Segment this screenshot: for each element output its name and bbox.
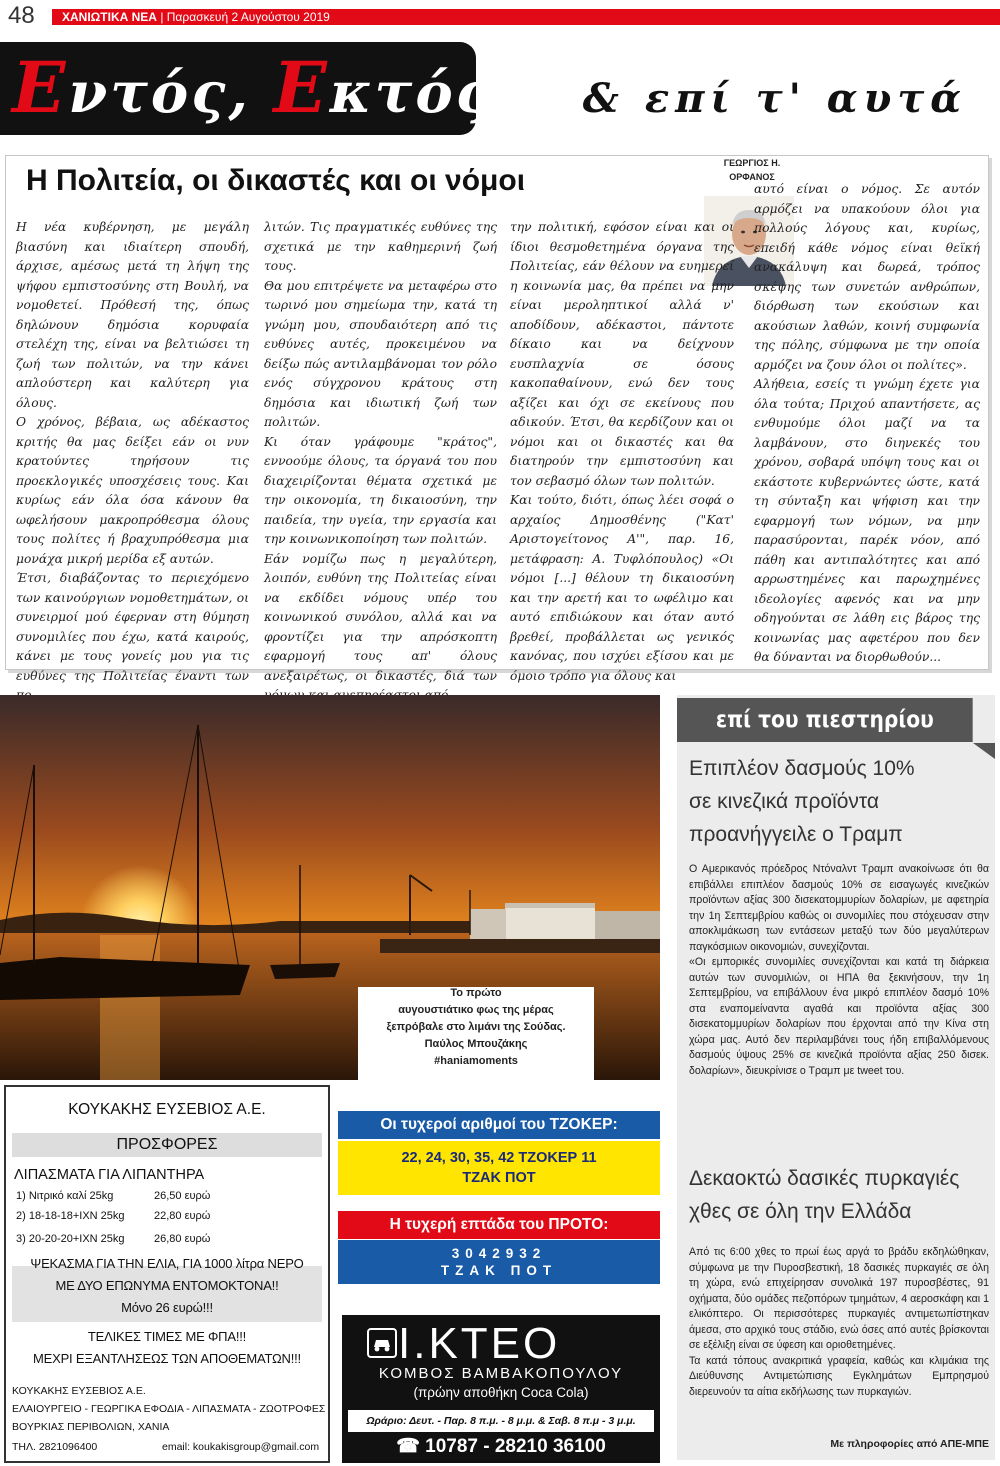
ad-phone: ΤΗΛ. 2821096400 [12,1441,98,1453]
ad-spray-line: ΨΕΚΑΣΜΑ ΓΙΑ ΤΗΝ ΕΛΙΑ, ΓΙΑ 1000 λίτρα ΝΕΡΟ [30,1256,304,1271]
banner-second-word: κτός... [329,60,561,126]
article-paragraph: λιτών. Τις πραγματικές ευθύνες της σχετικά με την καθημερινή ζωή τους. [264,220,497,273]
koukakis-advertisement [4,1085,330,1463]
proto-results [338,1240,660,1284]
ad-email: email: koukakisgroup@gmail.com [162,1441,320,1453]
story2-title-line: Δεκαοκτώ δασικές πυρκαγιές [689,1167,960,1190]
banner-first-letter: Ε [12,46,69,129]
ad-fertilizer-title: ΛΙΠΑΣΜΑΤΑ ΓΙΑ ΛΙΠΑΝΤΗΡΑ [14,1167,205,1183]
caption-line: αυγουστιάτικο φως της μέρας [398,1004,554,1016]
page-number: 48 [8,2,35,29]
page-header [0,0,1000,36]
banner-tail: & επί τ' αυτά [582,75,968,122]
caption-line: ξεπρόβαλε στο λιμάνι της Σούδας. [386,1021,566,1033]
joker-numbers: 22, 24, 30, 35, 42 ΤΖΟΚΕΡ 11 [401,1150,597,1166]
author-last-name: ΟΡΦΑΝΟΣ [729,172,775,182]
story1-title [689,752,915,851]
sidebar-header-fold [973,743,995,759]
publication-date: | Παρασκευή 2 Αυγούστου 2019 [160,10,330,24]
joker-title: Οι τυχεροί αριθμοί του ΤΖΟΚΕΡ: [338,1111,660,1139]
article-paragraph: Και τούτο, διότι, όπως λέει σοφά ο αρχαίος Δημοσθένης ("Κατ' Αριστογείτονος Α'", παρ. 16, μετάφραση: Α. Τυφλόπουλος) «Οι νόμοι [...] θέλουν τη δικαιοσύνη και την αρετή και το ωφέλιμο και αυτό επιδιώκουν και όταν αυτό βρεθεί, προβάλλεται ως γενικός κανόνας, που ισχύει εξίσου και με όμοιο τρόπο για όλους και [510,493,734,683]
author-first-name: ΓΕΩΡΓΙΟΣ Η. [723,158,781,168]
ad-address: ΒΟΥΡΚΙΑΣ ΠΕΡΙΒΟΛΙΩΝ, ΧΑΝΙΑ [12,1421,170,1433]
publication-line [62,9,330,25]
joker-results [338,1141,660,1195]
story1-title-line: Επιπλέον δασμούς 10% [689,757,915,780]
article-paragraph: Αλήθεια, εσείς τι γνώμη έχετε για όλα τούτα; Πριχού απαντήσετε, ας ενθυμούμε όλοι μαζί να τα λαμβάνουν, στο διηνεκές του χρόνου, σοβαρά υπόψη τους και οι εκάστοτε κυβερνώντες ώστε, κατά τη σύνταξη και ψήφιση και την εφαρμογή των νόμων, να μην παρασύρονται, παρέκ νόον, από πάθη και αντιπαλότητες και από αρρωστημένες και παρωχημένες ιδεολογίες αφενός και να μην οδηγούνται σε λάθη εις βάρος της κοινωνίας μας αφετέρου που δεν θα δύνανται να διορθωθούν... [754,377,980,664]
story2-paragraph: Από τις 6:00 χθες το πρωί έως αργά το βράδυ εκδηλώθηκαν, σύμφωνα με την Πυροσβεστική, 18 δασικές πυρκαγιές σε όλη τη χώρα, ενώ επιχείρησαν συνολικά 197 πυροσβέστες, 91 οχήματα, δύο ομάδες πεζοπόρων τμημάτων, 4 αεροσκάφη και 1 ελικόπτερο. Οι περισσότερες πυρκαγιές αντιμετωπίστηκαν άμεσα, στο αρχικό τους στάδιο, ενώ όσες από αυτές βρίσκονται σε εξέλιξη είναι σε ύφεση και οριοθετημένες. [689,1246,989,1351]
kteo-phone [342,1435,660,1458]
story1-title-line: προανήγγειλε ο Τραμπ [689,823,903,846]
ad-product-name: 2) 18-18-18+ΙΧΝ 25kg [16,1210,125,1222]
ad-company-name: ΚΟΥΚΑΚΗΣ ΕΥΣΕΒΙΟΣ Α.Ε. [12,1385,146,1397]
article-paragraph: Εάν νομίζω πως η μεγαλύτερη, λοιπόν, ευθύνη της Πολιτείας είναι να εκδίδει νόμους υπέρ του κοινωνικού συνόλου, αλλά και να φροντίζει για την απρόσκοπτη εφαρμογή τους απ' όλους ανεξαιρέτως, οι δικαστές, διά των [264,551,497,683]
banner-first-word: ντός, [68,60,251,126]
story2-title [689,1162,959,1228]
caption-line: #haniamoments [434,1055,518,1067]
phone-icon: ☎ [396,1436,426,1457]
article-paragraph: Η νέα κυβέρνηση, με μεγάλη βιασύνη και ιδιαίτερη σπουδή, άρχισε, αμέσως μετά τη λήψη της ψήφου εμπιστοσύνης στη Βουλή, να νομοθετεί. Πρόθεσή της, όπως δηλώνουν δημόσια κορυφαία στελέχη της, είναι να βελτιώσει τη ζωή των πολιτών, να την κάνει απλούστερη και καλύτερη για όλους. [16,220,249,410]
proto-jackpot: ΤΖΑΚ ΠΟΤ [440,1263,558,1278]
kteo-advertisement [342,1315,660,1463]
proto-numbers: 3042932 [451,1246,547,1261]
ad-stock-note: ΜΕΧΡΙ ΕΞΑΝΤΛΗΣΕΩΣ ΤΩΝ ΑΠΟΘΕΜΑΤΩΝ!!! [33,1351,301,1366]
ad-product-name: 3) 20-20-20+ΙΧΝ 25kg [16,1233,125,1245]
story2-paragraph: Τα κατά τόπους ανακριτικά γραφεία, καθώς και κλιμάκια της Διεύθυνσης Αντιμετώπισης Εγκλημάτων Εμπρησμού διερευνούν τα αίτια εκδήλωσης των πυρκαγιών. [689,1354,989,1398]
article-paragraph: Θα μου επιτρέψετε να μεταφέρω στο τωρινό μου σημείωμα την, κατά τη γνώμη μου, σπουδαιότερη από τις ευθύνες αυτές, προκειμένου να δείξω πώς αντιλαμβάνομαι τον ρόλο ενός σύγχρονου κράτους στη δημόσια και ιδιωτική ζωή των πολιτών. [264,278,497,429]
kteo-former-location: (πρώην αποθήκη Coca Cola) [413,1385,589,1400]
sidebar-header: επί του πιεστηρίου [677,698,973,742]
story2-credit: Με πληροφορίες από ΑΠΕ-ΜΠΕ [830,1438,989,1450]
article-column-3 [510,218,734,683]
story1-body [689,862,989,1079]
ad-final-prices: ΤΕΛΙΚΕΣ ΤΙΜΕΣ ΜΕ ΦΠΑ!!! [87,1329,247,1344]
publication-name: ΧΑΝΙΩΤΙΚΑ ΝΕΑ [62,10,157,24]
article-paragraph: Κι όταν γράφουμε "κράτος", εννοούμε όλους, τα όργανά του που διαχειρίζονται θέματα σχετικά με την οικονομία, τη δικαιοσύνη, την παιδεία, την υγεία, την εργασία και την κοινωνικοποίηση των πολιτών. [264,434,497,546]
ad-offers-banner: ΠΡΟΣΦΟΡΕΣ [12,1133,322,1157]
proto-title: Η τυχερή επτάδα του ΠΡΟΤΟ: [338,1211,660,1239]
photo-caption [358,985,594,1070]
kteo-name: ΚΟΜΒΟΣ ΒΑΜΒΑΚΟΠΟΥΛΟΥ [378,1365,624,1382]
story1-paragraph: «Οι εμπορικές συνομιλίες συνεχίζονται και κατά τη διάρκεια αυτών των συνομιλιών, οι ΗΠΑ θα ξεκινήσουν, την 1η Σεπτεμβρίου, να επιβάλλουν ένα μικρό επιπλέον δασμό 10% στα εναπομείναντα αγαθά και προϊόντα αξίας 300 δισεκατομμυρίων δολαρίων που έρχονται από την Κίνα στη χώρα μας. Αυτό δεν περιλαμβάνει τους ήδη επιβαλλόμενους δασμούς ύψους 25% σε κινεζικά προϊόντα αξίας 250 δισεκ. δολαρίων», διευκρίνισε ο Τραμπ με tweet του. [689,956,989,1077]
story1-title-line: σε κινεζικά προϊόντα [689,790,880,813]
story2-body [689,1245,989,1400]
ad-spray-price: Μόνο 26 ευρώ!!! [121,1300,213,1315]
article-column-1 [16,218,249,683]
section-banner-title [12,46,967,129]
article-paragraph: Ο χρόνος, βέβαια, ως αδέκαστος κριτής θα μας δείξει εάν οι νυν κρατούντες τηρήσουν τις προεκλογικές υποσχέσεις τους. Και κυρίως εάν όλα όσα κάνουν θα ωφελήσουν μακροπρόθεσμα όλους τους πολίτες ή βραχυπρόθεσμα μια μονάχα μικρή μερίδα εξ αυτών. [16,415,249,566]
ad-product-price: 26,50 ευρώ [154,1190,211,1202]
ad-product-name: 1) Νιτρικό καλί 25kg [16,1190,114,1202]
ad-company-title: ΚΟΥΚΑΚΗΣ ΕΥΣΕΒΙΟΣ Α.Ε. [68,1101,266,1118]
caption-line: Το πρώτο [450,987,502,999]
article-column-2 [264,218,497,683]
ad-product-price: 26,80 ευρώ [154,1233,211,1245]
opinion-article [5,155,989,683]
article-paragraph: Έτσι, διαβάζοντας το περιεχόμενο των καινούργιων νομοθετημάτων, οι συνειρμοί μού έφερναν στη θύμηση συνομιλίες που έχω, κατά καιρούς, κάνει με τους γονείς μου για τις ευθύνες της Πολιτείας έναντι των [16,571,249,683]
kteo-phone-number: 10787 - 28210 36100 [425,1436,606,1457]
story2-title-line: χθες σε όλη την Ελλάδα [689,1200,912,1223]
article-paragraph: την πολιτική, εφόσον είναι και οι ίδιοι θεσμοθετημένα όργανα της Πολιτείας, εάν θέλουν να ευημερεί η κοινωνία μας, θα πρέπει να μην είναι μεροληπτικοί αλλά ν' αποδίδουν, αδέκαστοι, πάντοτε δίκαιο και να δείχνουν ευσπλαχνία σε όσους κακοπαθαίνουν, ενώ δεν τους αξίζει και όχι σε εκείνους που αδικούν. Έτσι, θα κερδίζουν και οι νόμοι και οι δικαστές και θα διατηρούν την εμπιστοσύνη και τον σεβασμό όλων των πολιτών. [510,220,734,488]
ad-activities: ΕΛΑΙΟΥΡΓΕΙΟ - ΓΕΩΡΓΙΚΑ ΕΦΟΔΙΑ - ΛΙΠΑΣΜΑΤΑ - ΖΩΟΤΡΟΦΕΣ [12,1403,326,1415]
kteo-logo: Ι.ΚΤΕΟ [398,1319,561,1368]
ad-product-price: 22,80 ευρώ [154,1210,211,1222]
article-headline: Η Πολιτεία, οι δικαστές και οι νόμοι [26,164,526,197]
ad-spray-line: ΜΕ ΔΥΟ ΕΠΩΝΥΜΑ ΕΝΤΟΜΟΚΤΟΝΑ!! [55,1278,279,1293]
article-column-4 [754,180,980,664]
caption-line: Παύλος Μπουζάκης [424,1038,528,1050]
banner-second-letter: Ε [273,46,330,129]
car-inspection-icon [366,1325,398,1361]
story1-paragraph: Ο Αμερικανός πρόεδρος Ντόναλντ Τραμπ ανακοίνωσε ότι θα επιβάλλει επιπλέον δασμούς 10% σε εισαγωγές κινεζικών προϊόντων αξίας 300 δισεκατομμυρίων δολαρίων, με αφετηρία την 1η Σεπτεμβρίου καθώς οι συνομιλίες που στόχευσαν στην αποκλιμάκωση των εντάσεων μεταξύ των δύο μεγαλύτερων παγκόσμιων οικονομιών, συνεχίζονται. [689,863,989,953]
kteo-hours: Ωράριο: Δευτ. - Παρ. 8 π.μ. - 8 μ.μ. & Σαβ. 8 π.μ - 3 μ.μ. [348,1410,654,1432]
article-paragraph: αυτό είναι ο νόμος. Σε αυτόν αρμόζει να υπακούουν όλοι για πολλούς λόγους και, κυρίως, επειδή κάθε νόμος είναι θεϊκή ανακάλυψη και δωρεά, τρόπος σκέψης των συνετών ανθρώπων, διόρθωση των εκούσιων και ακούσιων λαθών, κοινή συμφωνία της πόλης, σύμφωνα με την οποία αρμόζει να ζουν όλοι οι πολίτες». [754,182,980,372]
joker-jackpot: ΤΖΑΚ ΠΟΤ [462,1170,536,1186]
